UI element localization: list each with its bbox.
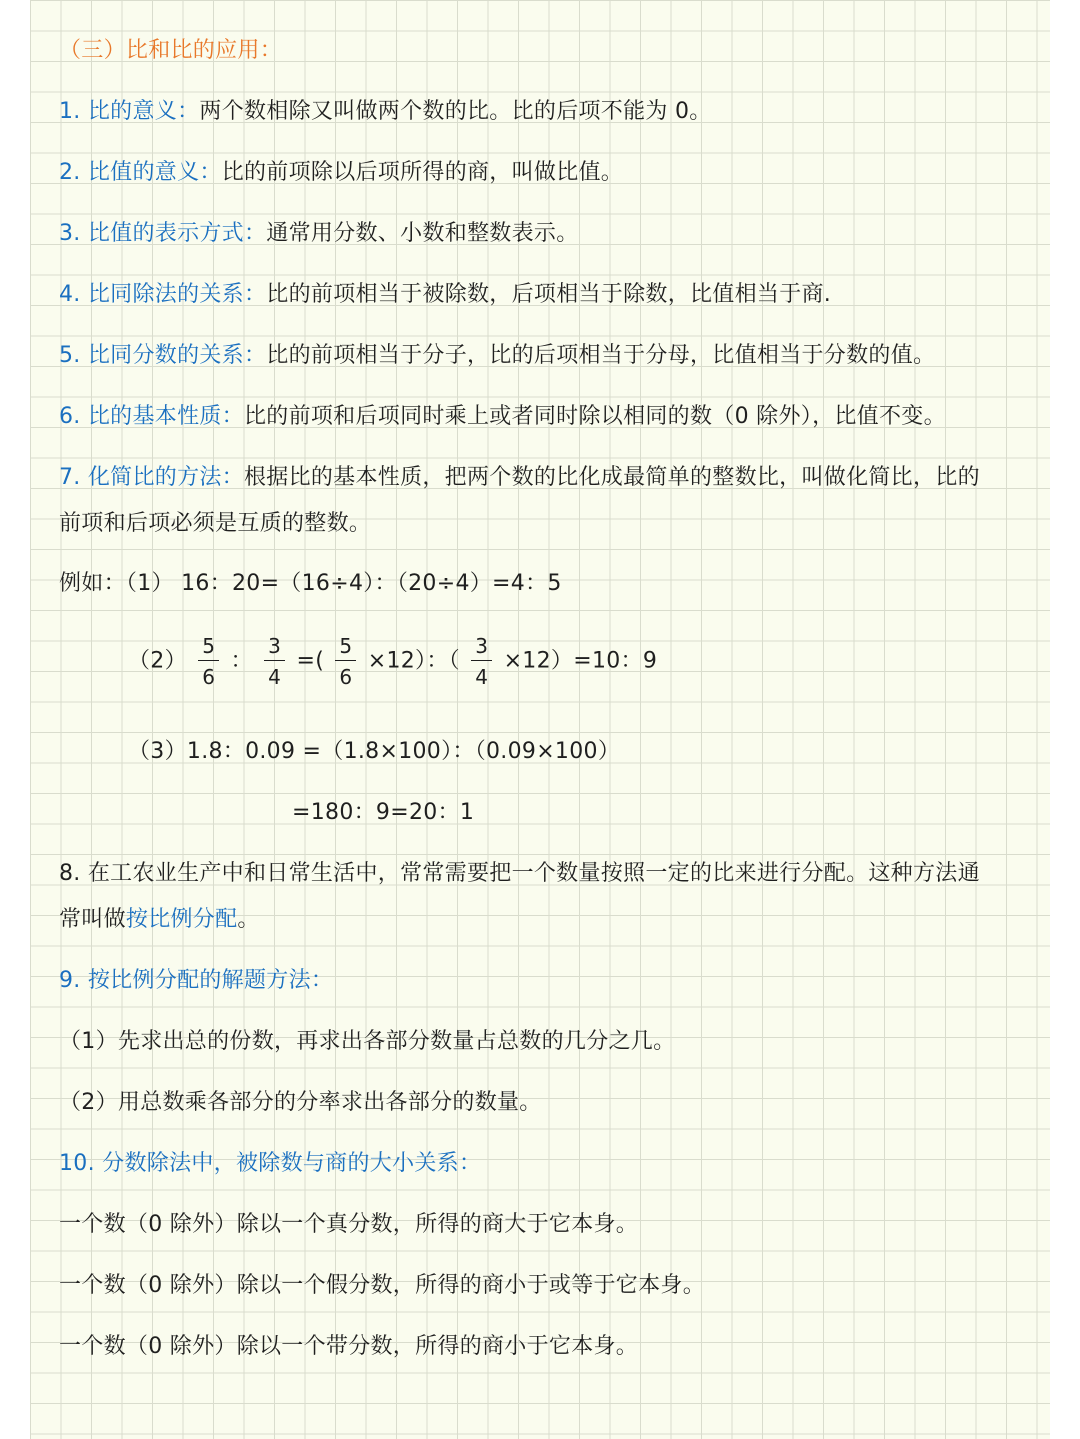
item-text: 通常用分数、小数和整数表示。 (266, 221, 579, 246)
item-text: 比的前项和后项同时乘上或者同时除以相同的数（0 除外），比值不变。 (243, 404, 946, 429)
item-heading: 4. 比同除法的关系： (59, 282, 267, 307)
item-10-rule: 一个数（0 除外）除以一个真分数，所得的商大于它本身。 (59, 1212, 639, 1237)
fraction (335, 636, 356, 687)
fraction (471, 636, 492, 687)
item-9-step-2: （2）用总数乘各部分的分率求出各部分的数量。 (59, 1090, 542, 1115)
item-text: 比的前项除以后项所得的商，叫做比值。 (221, 160, 624, 185)
item-heading: 5. 比同分数的关系： (59, 343, 267, 368)
denominator: 4 (475, 665, 489, 689)
item-text: 比的前项相当于被除数，后项相当于除数，比值相当于商. (266, 282, 832, 307)
item-text: 比的前项相当于分子，比的后项相当于分母，比值相当于分数的值。 (266, 343, 936, 368)
denominator: 6 (202, 665, 216, 689)
numerator: 5 (198, 636, 219, 661)
example-3: （3）1.8：0.09 =（1.8×100）：（0.09×100） (128, 739, 621, 764)
item-9-heading: 9. 按比例分配的解题方法： (59, 968, 334, 993)
item-5 (59, 341, 935, 371)
example-1: 例如：（1） 16：20=（16÷4）：（20÷4）=4：5 (59, 571, 562, 596)
denominator: 6 (339, 665, 353, 689)
item-heading: 1. 比的意义： (59, 99, 200, 124)
item-7 (59, 463, 980, 493)
item-2 (59, 158, 623, 188)
item-1 (59, 97, 712, 127)
item-10-rule: 一个数（0 除外）除以一个带分数，所得的商小于它本身。 (59, 1334, 639, 1359)
example-3-result: =180：9=20：1 (292, 800, 475, 825)
item-10-rule: 一个数（0 除外）除以一个假分数，所得的商小于或等于它本身。 (59, 1273, 705, 1298)
item-6 (59, 402, 946, 432)
item-text: 。 (237, 907, 260, 932)
item-heading: 3. 比值的表示方式： (59, 221, 267, 246)
item-9-step-1: （1）先求出总的份数，再求出各部分数量占总数的几分之几。 (59, 1029, 676, 1054)
item-text: 常叫做 (59, 907, 126, 932)
example-2 (128, 636, 657, 687)
ratio-sign: ： (230, 648, 253, 674)
item-7-continuation: 前项和后项必须是互质的整数。 (59, 511, 372, 536)
fraction (264, 636, 285, 687)
item-text: 根据比的基本性质，把两个数的比化成最简单的整数比，叫做化简比，比的 (243, 465, 980, 490)
item-4 (59, 280, 831, 310)
item-heading: 7. 化简比的方法： (59, 465, 244, 490)
item-10-heading: 10. 分数除法中，被除数与商的大小关系： (59, 1151, 482, 1176)
item-8: 8. 在工农业生产中和日常生活中，常常需要把一个数量按照一定的比来进行分配。这种方法通 (59, 861, 980, 886)
highlight-term: 按比例分配 (125, 907, 238, 932)
item-3 (59, 219, 579, 249)
numerator: 3 (471, 636, 492, 661)
item-heading: 2. 比值的意义： (59, 160, 222, 185)
example-2-label: （2） (128, 648, 187, 674)
example-2-text: ×12）：（ (367, 648, 460, 674)
example-2-text: ×12）=10：9 (503, 648, 658, 674)
numerator: 5 (335, 636, 356, 661)
numerator: 3 (264, 636, 285, 661)
item-8-continuation (59, 905, 260, 935)
item-text: 两个数相除又叫做两个数的比。比的后项不能为 0。 (199, 99, 712, 124)
fraction (198, 636, 219, 687)
item-heading: 6. 比的基本性质： (59, 404, 244, 429)
section-title: （三）比和比的应用： (59, 38, 283, 63)
example-2-text: =( (296, 648, 325, 674)
denominator: 4 (268, 665, 282, 689)
